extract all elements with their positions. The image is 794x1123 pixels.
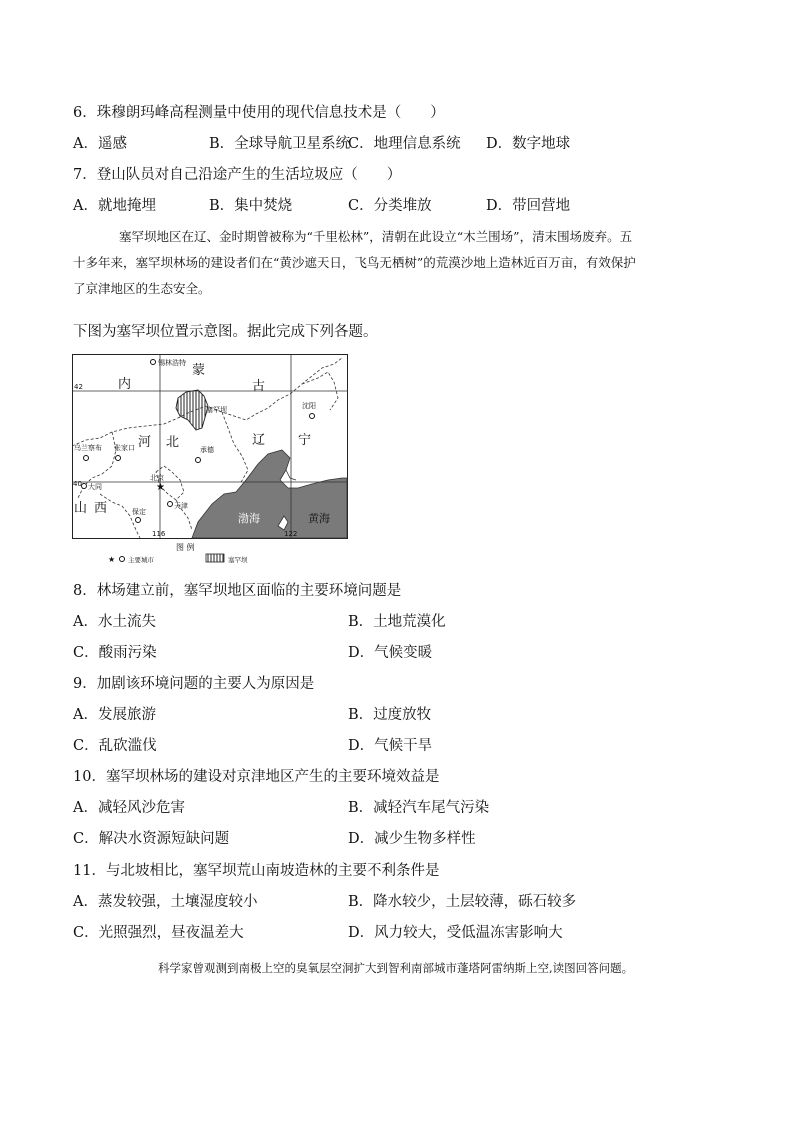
passage-line-1: 塞罕坝地区在辽、金时期曾被称为“千里松林”，清朝在此设立“木兰围场”，清末围场废弃。五 <box>119 229 633 244</box>
map-intro: 下图为塞罕坝位置示意图。据此完成下列各题。 <box>73 324 378 340</box>
label-xilinhot: 锡林浩特 <box>158 359 186 367</box>
q9-option-b: B．过度放牧 <box>348 707 432 723</box>
q9-option-a: A．发展旅游 <box>73 707 156 723</box>
label-liao: 辽 <box>252 433 266 448</box>
label-bei: 北 <box>166 435 180 450</box>
city-marker-xilinhot <box>151 360 156 365</box>
legend-saihanba-label: 塞罕坝 <box>228 556 248 564</box>
q10-option-b: B．减轻汽车尾气污染 <box>348 800 490 816</box>
question-9-stem: 9．加剧该环境问题的主要人为原因是 <box>73 676 315 692</box>
city-marker-zhangjiakou <box>116 456 121 461</box>
legend-circle-icon <box>120 557 125 562</box>
label-nei: 内 <box>118 377 132 392</box>
city-marker-baoding <box>136 518 141 523</box>
legend-title: 图 例 <box>176 543 195 552</box>
legend-star-icon: ★ <box>108 555 116 564</box>
city-marker-tianjin <box>168 502 173 507</box>
q11-option-a: A．蒸发较强，土壤湿度较小 <box>73 894 258 910</box>
passage-line-2: 十多年来，塞罕坝林场的建设者们在“黄沙遮天日，飞鸟无栖树”的荒漠沙地上造林近百万亩，有效保护 <box>73 255 636 270</box>
question-8-stem: 8．林场建立前，塞罕坝地区面临的主要环境问题是 <box>73 583 402 599</box>
legend-hatch-icon <box>206 554 224 562</box>
label-shenyang: 沈阳 <box>302 402 316 410</box>
label-baoding: 保定 <box>132 508 146 516</box>
label-gu: 古 <box>252 379 266 394</box>
label-saihanba: 塞罕坝 <box>206 406 227 414</box>
ozone-question-intro: 科学家曾观测到南极上空的臭氧层空洞扩大到智利南部城市蓬塔阿雷纳斯上空,读图回答问题。 <box>158 961 634 975</box>
label-xi: 西 <box>94 501 108 516</box>
q7-option-c: C．分类堆放 <box>348 198 432 214</box>
q8-option-b: B．土地荒漠化 <box>348 614 446 630</box>
label-ulanqab: 乌兰察布 <box>74 444 102 452</box>
question-7-stem: 7．登山队员对自己沿途产生的生活垃圾应（ ） <box>73 167 402 183</box>
label-lon-116: 116 <box>152 530 166 538</box>
saihanba-location-map <box>72 354 348 566</box>
question-6-stem: 6．珠穆朗玛峰高程测量中使用的现代信息技术是（ ） <box>73 105 445 121</box>
label-shan: 山 <box>74 501 88 516</box>
legend-city-label: 主要城市 <box>128 556 154 564</box>
label-lon-122: 122 <box>284 530 298 538</box>
q11-option-b: B．降水较少，土层较薄，砾石较多 <box>348 894 577 910</box>
city-marker-shenyang <box>310 414 315 419</box>
q6-option-c: C．地理信息系统 <box>348 136 461 152</box>
label-lat-40: 40 <box>73 480 82 488</box>
label-beijing: 北京 <box>150 474 164 482</box>
q7-option-b: B．集中焚烧 <box>209 198 293 214</box>
q7-option-d: D．带回营地 <box>486 198 571 214</box>
q10-option-a: A．减轻风沙危害 <box>73 800 185 816</box>
q8-option-a: A．水土流失 <box>73 614 156 630</box>
question-11-stem: 11．与北坡相比，塞罕坝荒山南坡造林的主要不利条件是 <box>73 863 440 879</box>
label-tianjin: 天津 <box>174 502 188 510</box>
city-marker-beijing: ★ <box>156 482 165 493</box>
q6-option-d: D．数字地球 <box>486 136 571 152</box>
passage-saihanba <box>73 224 725 302</box>
label-zhangjiakou: 张家口 <box>114 444 135 452</box>
label-he: 河 <box>138 435 152 450</box>
label-ning: 宁 <box>298 433 312 448</box>
q6-option-b: B．全球导航卫星系统 <box>209 136 351 152</box>
label-bohai: 渤海 <box>238 512 260 525</box>
city-marker-chengde <box>196 458 201 463</box>
q9-option-c: C．乱砍滥伐 <box>73 738 157 754</box>
passage-line-3: 了京津地区的生态安全。 <box>73 281 211 296</box>
question-10-stem: 10．塞罕坝林场的建设对京津地区产生的主要环境效益是 <box>73 769 440 785</box>
label-lat-42: 42 <box>74 383 83 391</box>
q11-option-c: C．光照强烈，昼夜温差大 <box>73 925 244 941</box>
label-huanghai: 黄海 <box>308 512 330 525</box>
label-datong: 大同 <box>88 483 102 491</box>
label-chengde: 承德 <box>200 446 214 454</box>
label-meng: 蒙 <box>192 363 206 378</box>
q10-option-d: D．减少生物多样性 <box>348 831 476 847</box>
q6-option-a: A．遥感 <box>73 136 127 152</box>
q7-option-a: A．就地掩埋 <box>73 198 156 214</box>
q10-option-c: C．解决水资源短缺问题 <box>73 831 230 847</box>
q11-option-d: D．风力较大，受低温冻害影响大 <box>348 925 563 941</box>
q8-option-d: D．气候变暖 <box>348 645 433 661</box>
q8-option-c: C．酸雨污染 <box>73 645 157 661</box>
city-marker-ulanqab <box>84 456 89 461</box>
city-marker-datong <box>82 484 87 489</box>
q9-option-d: D．气候干旱 <box>348 738 433 754</box>
